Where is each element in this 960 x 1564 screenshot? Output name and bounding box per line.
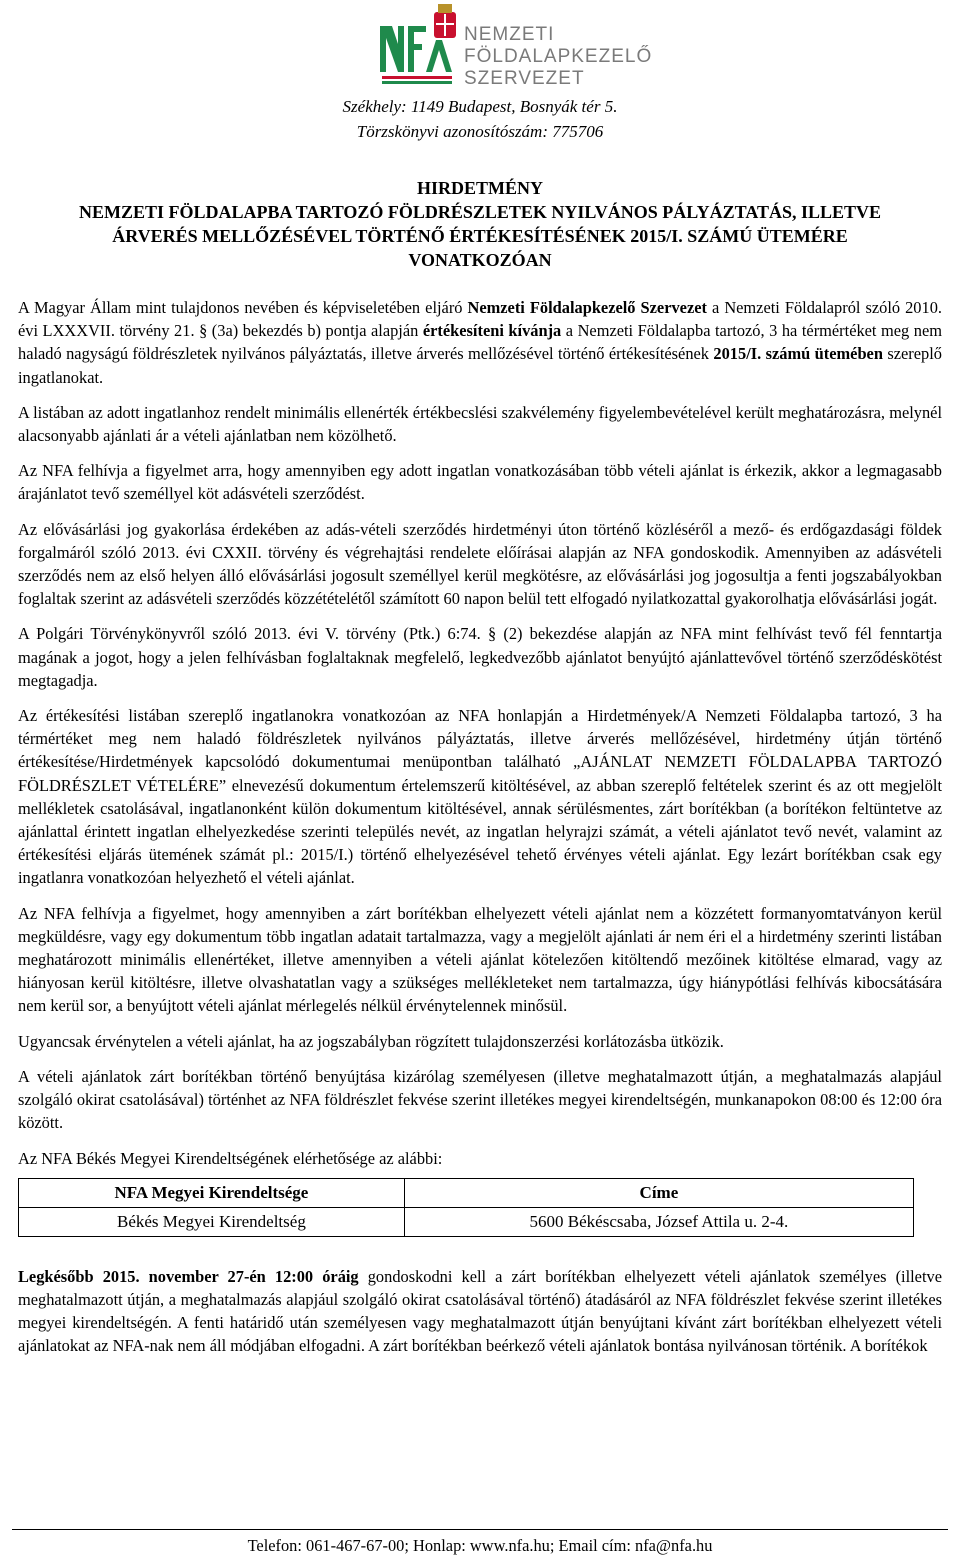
paragraph-minimum-price: A listában az adott ingatlanhoz rendelt minimális ellenérték értékbecslési szakvélemény figyelembevételével került meghatározásra, melynél alacsonyabb ajánlati ár a vételi ajánlatban nem közölhető.: [18, 402, 942, 446]
paragraph-offer-submission: Az értékesítési listában szereplő ingatlanokra vonatkozóan az NFA honlapján a Hirdetmények/A Nemzeti Földalapba tartozó, 3 ha térmértéket meg nem haladó földrészletek nyilvános pályáztatás, illetve árverés mellőzésével, hirdetmény útján történő értékesítése/Hirdetmények kapcsolódó dokumentumai menüpontban található „AJÁNLAT NEMZETI FÖLDALAPBA TARTOZÓ FÖLDRÉSZLET VÉTELÉRE” elnevezésű dokumentum értelemszerű kitöltésével, az abban szereplő feltételek szerint és az ott megjelölt mellékletek csatolásával, ingatlanonként külön dokumentum kitöltésével, annak sérülésmentes, zárt borítékban (a borítékon feltüntetve az ajánlattal érintett ingatlan elhelyezkedése szerinti település nevét, az ingatlan helyrajzi számát, a vételi ajánlatot tevő nevét, valamint az értékesítési eljárás ütemének számát pl.: 2015/I.) történő elhelyezésével tehető érvényes vételi ajánlat. Egy lezárt borítékban csak egy ingatlanra vonatkozóan helyezhető el vételi ajánlat.: [18, 706, 942, 888]
title-line-3: ÁRVERÉS MELLŐZÉSÉVEL TÖRTÉNŐ ÉRTÉKESÍTÉSÉNEK 2015/I. SZÁMÚ ÜTEMÉRE: [112, 226, 848, 246]
registry-number: Törzskönyvi azonosítószám: 775706: [356, 122, 604, 141]
table-cell-address: 5600 Békéscsaba, József Attila u. 2-4.: [404, 1207, 913, 1236]
deadline-details: gondoskodni kell a zárt borítékban elhelyezett vételi ajánlatok személyes (illetve meghatalmazott útján, a meghatalmazás alapjául szolgáló okirat csatolásával történő) átadásáról az NFA földrészlet fekvése szerint illetékes megyei kirendeltségén. A fenti határidő után személyesen vagy meghatalmazott útján benyújtani kívánt zárt borítékban elhelyezett vételi ajánlatokat az NFA-nak nem áll módjában elfogadni. A zárt borítékban beérkező vételi ajánlatok bontása nyilvánosan történik. A borítékok: [18, 1266, 942, 1356]
footer-contact: Telefon: 061-467-67-00; Honlap: www.nfa.hu; Email cím: nfa@nfa.hu: [247, 1536, 713, 1555]
paragraph-personal-submission: A vételi ajánlatok zárt borítékban történő benyújtása kizárólag személyesen (illetve meghatalmazott útján, a meghatalmazás alapjául szolgáló okirat csatolásával) történhet az NFA földrészlet fekvése szerint illetékes megyei kirendeltségén, munkanapokon 08:00 és 12:00 óra között.: [18, 1066, 942, 1133]
nfa-logo: [372, 2, 653, 89]
paragraph-intro: [18, 296, 942, 389]
logo-line2: FÖLDALAPKEZELŐ: [464, 46, 653, 67]
paragraph-multiple-offers: Az NFA felhívja a figyelmet arra, hogy amennyiben egy adott ingatlan vonatkozásában több vételi ajánlat is érkezik, akkor a legmagasabb árajánlatot tevő személlyel köt adásvételi szerződést.: [18, 461, 942, 504]
table-cell-office: Békés Megyei Kirendeltség: [19, 1207, 405, 1236]
logo-line1: NEMZETI: [464, 24, 555, 45]
title-line-4: VONATKOZÓAN: [408, 250, 552, 270]
logo-line3: SZERVEZET: [464, 68, 585, 89]
table-header-office: NFA Megyei Kirendeltsége: [19, 1178, 405, 1207]
p1-emphasis: értékesíteni kívánja: [422, 321, 562, 341]
table-header-row: [19, 1178, 914, 1207]
header-info: [0, 94, 960, 144]
title-line-1: HIRDETMÉNY: [416, 178, 543, 198]
footer-divider: [12, 1529, 948, 1530]
paragraph-preemption: Az elővásárlási jog gyakorlása érdekében az adás-vételi szerződés hirdetményi úton történő közléséről a mező- és erdőgazdasági földek forgalmáról szóló 2013. évi CXXII. törvény és végrehajtási rendelete előírásai alapján az NFA gondoskodik. Amennyiben az adásvételi szerződés nem az első helyen álló elővásárlási jogosult személlyel kerül megkötésre, az elővásárlási jog jogosultja a fenti jogszabályokban foglaltak szerint az adásvételi szerződés közzétételétől számított 60 napon belül tett elfogadó nyilatkozattal gyakorolhatja elővásárlási jogát.: [18, 519, 942, 609]
title-line-2: NEMZETI FÖLDALAPBA TARTOZÓ FÖLDRÉSZLETEK NYILVÁNOS PÁLYÁZTATÁS, ILLETVE: [78, 202, 882, 222]
paragraph-civil-code: A Polgári Törvénykönyvről szóló 2013. évi V. törvény (Ptk.) 6:74. § (2) bekezdése alapján az NFA mint felhívást tevő fél fenntartja magának a jogot, hogy a jelen felhívásban foglaltaknak megfelelő, legkedvezőbb ajánlatot benyújtó ajánlattevővel történő szerződéskötést megtagadja.: [18, 624, 942, 690]
paragraph-invalid-offers: Az NFA felhívja a figyelmet, hogy amennyiben a zárt borítékban elhelyezett vételi ajánlat nem a közzétett formanyomtatványon kerül megküldésre, vagy egy dokumentum több ingatlan adatait tartalmazza, vagy a megjelölt ajánlati ár nem éri el a hirdetmény szerinti listában meghatározott minimális ellenértéket, illetve amennyiben a vételi ajánlat kötelezően kitöltendő mezőinek kitöltése elmarad, vagy az hiányosan kerül kitöltésre, illetve olvashatatlan vagy a szükséges mellékleteket nem tartalmazza, úgy hiánypótlási felhívás kibocsátására nem kerül sor, a benyújtott vételi ajánlat mérlegelés nélkül érvénytelennek minősül.: [18, 903, 942, 1016]
office-table: [18, 1178, 914, 1237]
headquarters-address: Székhely: 1149 Budapest, Bosnyák tér 5.: [342, 97, 618, 116]
table-header-address: Címe: [404, 1178, 913, 1207]
p1-text-e: a Nemzeti Földalapba tartozó, 3 ha térmértéket meg nem haladó nagyságú földrészletek nyilvános pályáztatás, illetve árverés mellőzésével történő értékesítésének: [18, 321, 942, 364]
p1-text-g: szereplő ingatlanokat.: [18, 344, 942, 387]
p1-text-a: A Magyar Állam mint tulajdonos nevében és képviseletében eljáró: [18, 298, 468, 317]
nfa-emblem-icon: [372, 2, 653, 89]
p1-schedule: 2015/I. számú ütemében: [713, 344, 883, 364]
p1-text-c: a Nemzeti Földalapról szóló 2010. évi LXXXVII. törvény 21. § (3a) bekezdés b) pontja alapján: [18, 298, 942, 341]
p1-org-name: Nemzeti Földalapkezelő Szervezet: [467, 298, 707, 317]
document-body: [18, 296, 942, 1370]
deadline-text: Legkésőbb 2015. november 27-én 12:00 óráig: [18, 1266, 359, 1286]
paragraph-deadline: [18, 1265, 942, 1358]
document-title: [0, 176, 960, 272]
paragraph-contact-intro: Az NFA Békés Megyei Kirendeltségének elérhetősége az alábbi:: [18, 1148, 443, 1168]
table-row: [19, 1207, 914, 1236]
paragraph-restriction: Ugyancsak érvénytelen a vételi ajánlat, ha az jogszabályban rögzített tulajdonszerzési korlátozásba ütközik.: [18, 1031, 724, 1051]
